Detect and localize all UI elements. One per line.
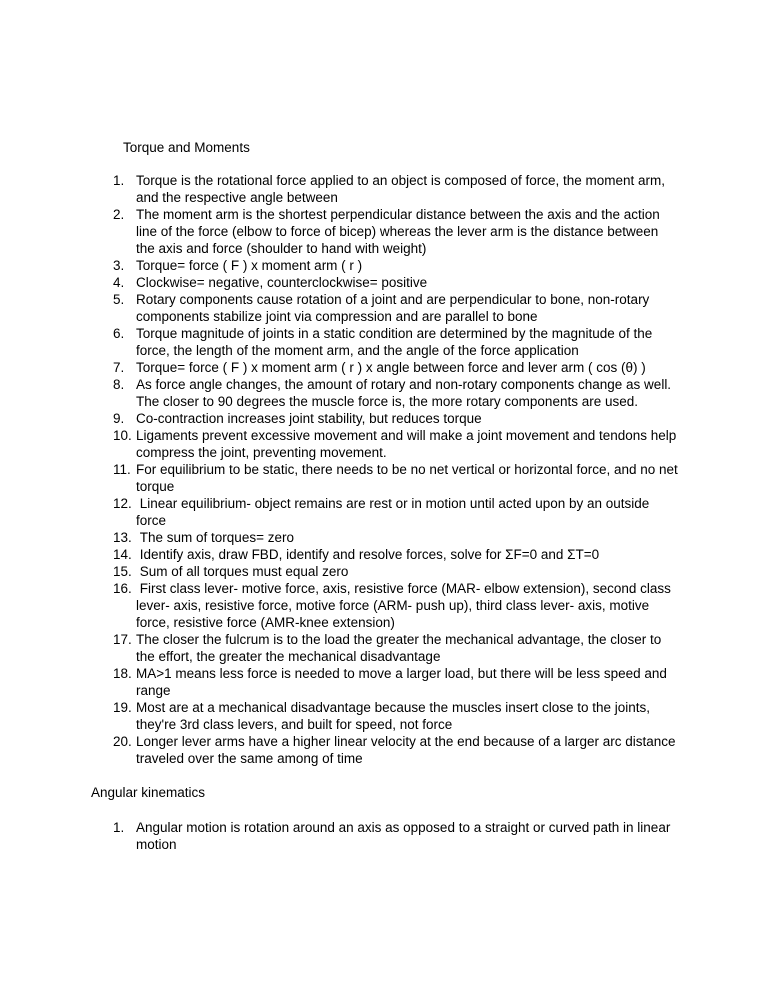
section-title-angular-kinematics: Angular kinematics (91, 785, 206, 800)
list-item: The closer the fulcrum is to the load the greater the mechanical advantage, the closer to the effort, the greater the mechanical disadvantage (136, 632, 666, 664)
list-item: Torque= force ( F ) x moment arm ( r ) x angle between force and lever arm ( cos (θ) ) (136, 360, 646, 375)
angular-kinematics-list (91, 819, 678, 853)
list-item: First class lever- motive force, axis, resistive force (MAR- elbow extension), second class lever- axis, resistive force, motive force (ARM- push up), third class lever- axis, motive force, resistive force (AMR-knee extension) (136, 581, 675, 630)
list-item: Linear equilibrium- object remains are rest or in motion until acted upon by an outside force (136, 496, 654, 528)
section-title-torque-and-moments: Torque and Moments (123, 140, 250, 155)
list-item: Identify axis, draw FBD, identify and resolve forces, solve for ΣF=0 and ΣT=0 (136, 547, 600, 562)
list-item: As force angle changes, the amount of rotary and non-rotary components change as well. The closer to 90 degrees the muscle force is, the more rotary components are used. (136, 377, 675, 409)
list-item: Torque magnitude of joints in a static condition are determined by the magnitude of the force, the length of the moment arm, and the angle of the force application (136, 326, 657, 358)
torque-list (91, 172, 682, 767)
list-item: For equilibrium to be static, there needs to be no net vertical or horizontal force, and no net torque (136, 462, 682, 494)
list-item: Rotary components cause rotation of a joint and are perpendicular to bone, non-rotary components stabilize joint via compression and are parallel to bone (136, 292, 654, 324)
list-item: Longer lever arms have a higher linear velocity at the end because of a larger arc distance traveled over the same among of time (136, 734, 680, 766)
list-item: Clockwise= negative, counterclockwise= positive (136, 275, 428, 290)
list-item: The sum of torques= zero (136, 530, 294, 545)
list-item: Angular motion is rotation around an axis as opposed to a straight or curved path in linear motion (136, 820, 675, 852)
list-item: Torque is the rotational force applied to an object is composed of force, the moment arm, and the respective angle between (136, 173, 669, 205)
list-item: MA>1 means less force is needed to move a larger load, but there will be less speed and range (136, 666, 671, 698)
list-item: The moment arm is the shortest perpendicular distance between the axis and the action line of the force (elbow to force of bicep) whereas the lever arm is the distance between the axis and force (shoulder to hand with weight) (136, 207, 664, 256)
list-item: Ligaments prevent excessive movement and will make a joint movement and tendons help compress the joint, preventing movement. (136, 428, 681, 460)
list-item: Torque= force ( F ) x moment arm ( r ) (136, 258, 363, 273)
list-item: Most are at a mechanical disadvantage because the muscles insert close to the joints, they're 3rd class levers, and built for speed, not force (136, 700, 654, 732)
list-item: Co-contraction increases joint stability, but reduces torque (136, 411, 482, 426)
list-item: Sum of all torques must equal zero (136, 564, 349, 579)
